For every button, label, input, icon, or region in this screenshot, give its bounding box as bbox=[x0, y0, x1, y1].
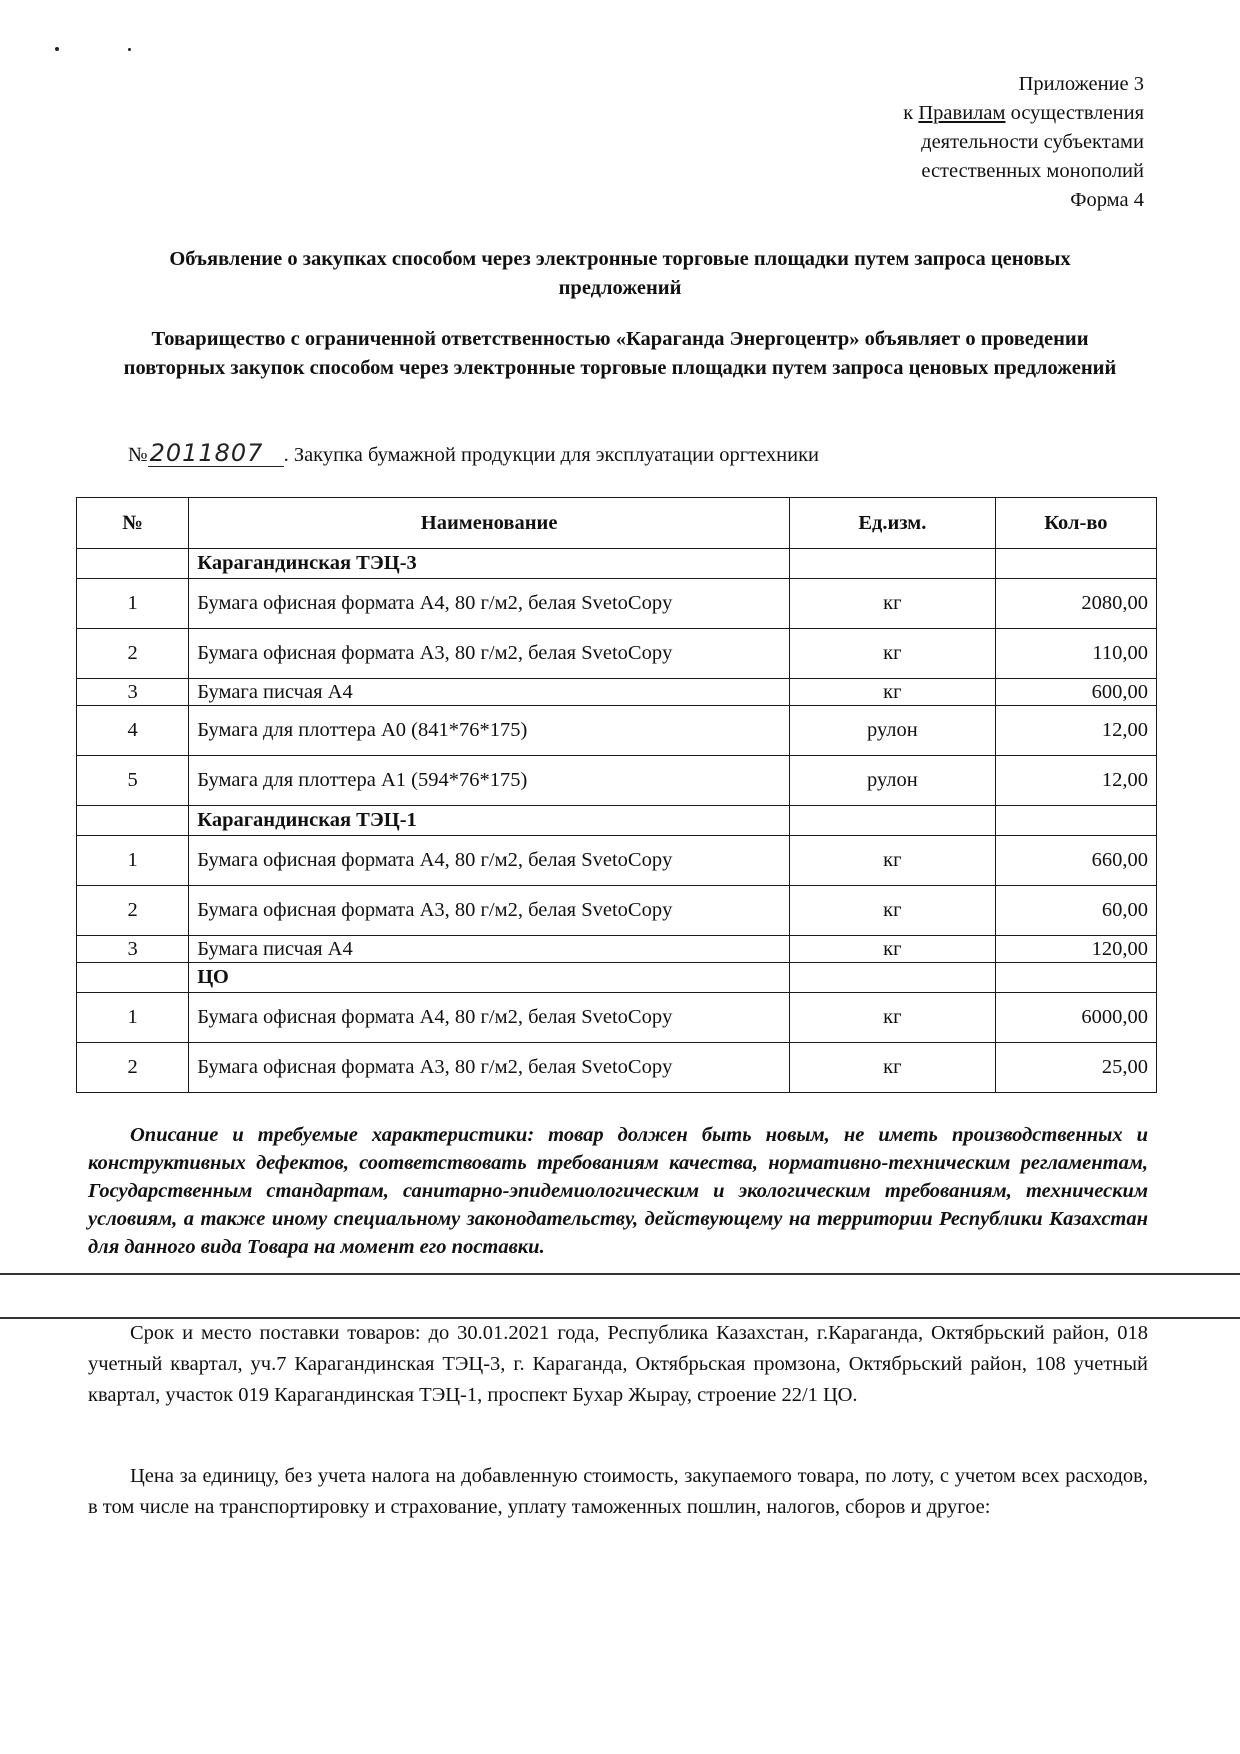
lot-number-prefix: № bbox=[128, 444, 148, 466]
appendix-suffix: осуществления bbox=[1005, 102, 1144, 124]
lot-line bbox=[128, 440, 819, 470]
row-num: 3 bbox=[77, 679, 189, 706]
row-name: Бумага офисная формата А3, 80 г/м2, белая SvetoCopy bbox=[189, 629, 790, 679]
scan-speck bbox=[55, 47, 59, 51]
table-row bbox=[77, 836, 1157, 886]
items-table bbox=[76, 497, 1157, 1093]
row-name: Бумага офисная формата А4, 80 г/м2, белая SvetoCopy bbox=[189, 579, 790, 629]
group-empty-cell bbox=[995, 549, 1156, 579]
table-row bbox=[77, 1043, 1157, 1093]
group-empty-cell bbox=[789, 963, 995, 993]
row-unit: кг bbox=[789, 679, 995, 706]
scan-line bbox=[0, 1273, 1240, 1275]
row-name: Бумага офисная формата А3, 80 г/м2, белая SvetoCopy bbox=[189, 1043, 790, 1093]
table-row bbox=[77, 706, 1157, 756]
document-title: Объявление о закупках способом через электронные торговые площадки путем запроса ценовых предложений bbox=[169, 248, 1071, 299]
table-group-row bbox=[77, 963, 1157, 993]
row-unit: кг bbox=[789, 629, 995, 679]
row-num: 1 bbox=[77, 836, 189, 886]
appendix-line: естественных монополий bbox=[921, 160, 1144, 182]
row-qty: 660,00 bbox=[995, 836, 1156, 886]
group-empty-cell bbox=[77, 963, 189, 993]
group-empty-cell bbox=[789, 806, 995, 836]
table-row bbox=[77, 629, 1157, 679]
appendix-line: Приложение 3 bbox=[1018, 73, 1144, 95]
row-unit: кг bbox=[789, 886, 995, 936]
table-row bbox=[77, 936, 1157, 963]
group-empty-cell bbox=[995, 963, 1156, 993]
group-name: Карагандинская ТЭЦ-3 bbox=[189, 549, 790, 579]
appendix-header bbox=[903, 70, 1144, 215]
row-qty: 60,00 bbox=[995, 886, 1156, 936]
row-num: 1 bbox=[77, 993, 189, 1043]
row-qty: 120,00 bbox=[995, 936, 1156, 963]
row-qty: 600,00 bbox=[995, 679, 1156, 706]
table-row bbox=[77, 679, 1157, 706]
row-unit: кг bbox=[789, 579, 995, 629]
group-name: ЦО bbox=[189, 963, 790, 993]
header-unit: Ед.изм. bbox=[789, 498, 995, 549]
table-body bbox=[77, 549, 1157, 1093]
row-name: Бумага офисная формата А4, 80 г/м2, белая SvetoCopy bbox=[189, 836, 790, 886]
row-num: 5 bbox=[77, 756, 189, 806]
group-empty-cell bbox=[77, 806, 189, 836]
group-empty-cell bbox=[77, 549, 189, 579]
announcement-text: Товарищество с ограниченной ответственностью «Караганда Энергоцентр» объявляет о проведении повторных закупок способом через электронные торговые площадки путем запроса ценовых предложений bbox=[123, 328, 1117, 379]
rules-link[interactable]: Правилам bbox=[918, 102, 1006, 124]
header-qty: Кол-во bbox=[995, 498, 1156, 549]
row-qty: 12,00 bbox=[995, 706, 1156, 756]
row-num: 2 bbox=[77, 629, 189, 679]
row-name: Бумага писчая А4 bbox=[189, 936, 790, 963]
row-num: 4 bbox=[77, 706, 189, 756]
table-header-row bbox=[77, 498, 1157, 549]
table-group-row bbox=[77, 549, 1157, 579]
row-name: Бумага для плоттера А1 (594*76*175) bbox=[189, 756, 790, 806]
row-unit: кг bbox=[789, 993, 995, 1043]
row-qty: 12,00 bbox=[995, 756, 1156, 806]
row-num: 2 bbox=[77, 886, 189, 936]
row-num: 3 bbox=[77, 936, 189, 963]
row-name: Бумага писчая А4 bbox=[189, 679, 790, 706]
row-unit: кг bbox=[789, 936, 995, 963]
row-name: Бумага для плоттера А0 (841*76*175) bbox=[189, 706, 790, 756]
scan-speck bbox=[128, 48, 131, 51]
row-qty: 6000,00 bbox=[995, 993, 1156, 1043]
header-name: Наименование bbox=[189, 498, 790, 549]
form-number: Форма 4 bbox=[1070, 189, 1144, 211]
table-group-row bbox=[77, 806, 1157, 836]
row-unit: рулон bbox=[789, 756, 995, 806]
description-paragraph: Описание и требуемые характеристики: товар должен быть новым, не иметь производственных и конструктивных дефектов, соответствовать требованиям качества, нормативно-техническим регламентам, Государственным стандартам, санитарно-эпидемиологическим и экологическим требованиям, техническим условиям, а также иному специальному законодательству, действующему на территории Республики Казахстан для данного вида Товара на момент его поставки. bbox=[88, 1124, 1148, 1258]
row-qty: 2080,00 bbox=[995, 579, 1156, 629]
row-unit: кг bbox=[789, 1043, 995, 1093]
appendix-line: деятельности субъектами bbox=[921, 131, 1144, 153]
group-empty-cell bbox=[995, 806, 1156, 836]
price-paragraph: Цена за единицу, без учета налога на добавленную стоимость, закупаемого товара, по лоту, с учетом всех расходов, в том числе на транспортировку и страхование, уплату таможенных пошлин, налогов, сборов и другое: bbox=[88, 1465, 1148, 1518]
row-qty: 110,00 bbox=[995, 629, 1156, 679]
table-row bbox=[77, 756, 1157, 806]
table-row bbox=[77, 579, 1157, 629]
delivery-paragraph: Срок и место поставки товаров: до 30.01.2021 года, Республика Казахстан, г.Караганда, Октябрьский район, 018 учетный квартал, уч.7 Карагандинская ТЭЦ-3, г. Караганда, Октябрьская промзона, Октябрьский район, 108 учетный квартал, участок 019 Карагандинская ТЭЦ-1, проспект Бухар Жырау, строение 22/1 ЦО. bbox=[88, 1322, 1148, 1406]
appendix-line bbox=[903, 99, 1144, 128]
group-name: Карагандинская ТЭЦ-1 bbox=[189, 806, 790, 836]
lot-number-handwritten: 2011807 bbox=[148, 440, 284, 467]
table-row bbox=[77, 886, 1157, 936]
header-num: № bbox=[77, 498, 189, 549]
row-num: 2 bbox=[77, 1043, 189, 1093]
lot-title: . Закупка бумажной продукции для эксплуатации оргтехники bbox=[283, 444, 820, 466]
row-name: Бумага офисная формата А4, 80 г/м2, белая SvetoCopy bbox=[189, 993, 790, 1043]
appendix-prefix: к bbox=[903, 102, 919, 124]
row-name: Бумага офисная формата А3, 80 г/м2, белая SvetoCopy bbox=[189, 886, 790, 936]
row-qty: 25,00 bbox=[995, 1043, 1156, 1093]
row-num: 1 bbox=[77, 579, 189, 629]
group-empty-cell bbox=[789, 549, 995, 579]
row-unit: рулон bbox=[789, 706, 995, 756]
table-row bbox=[77, 993, 1157, 1043]
row-unit: кг bbox=[789, 836, 995, 886]
